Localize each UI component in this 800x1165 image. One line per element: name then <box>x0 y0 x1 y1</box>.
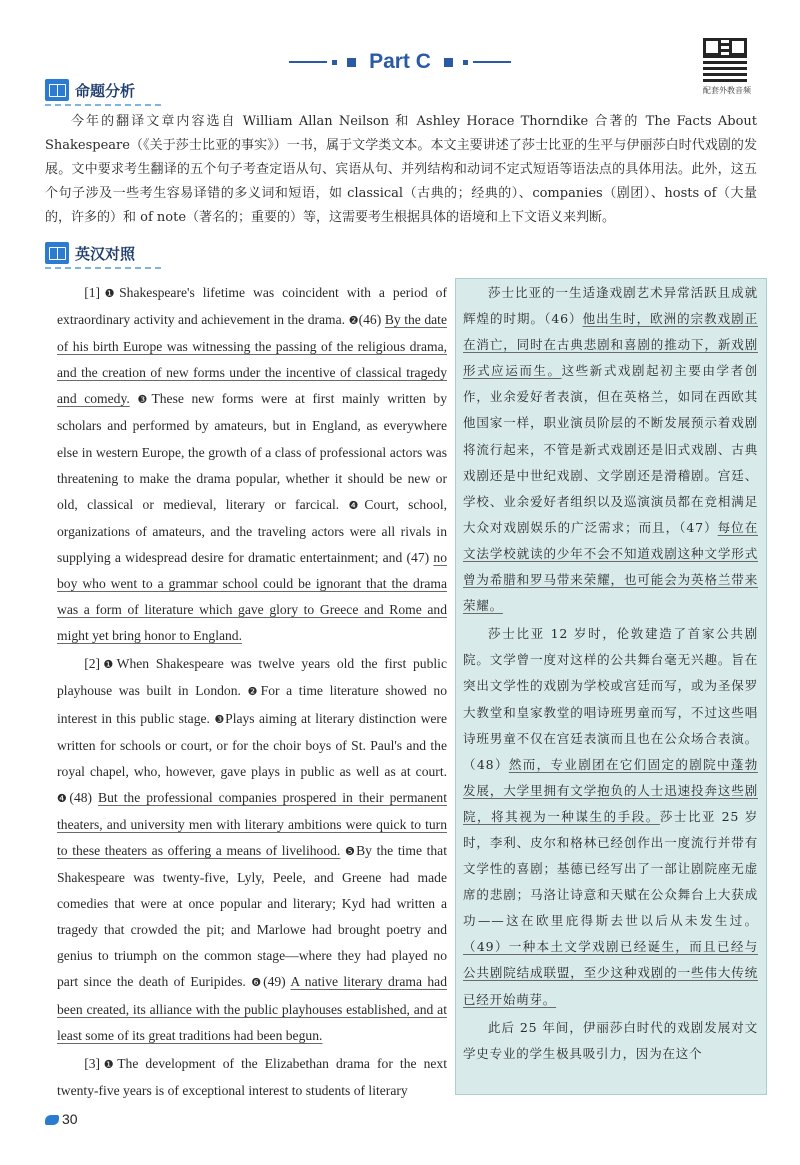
translation-sentence-49: A native literary drama had been created, its alliance with the public playhouses established, and at least some of its great traditions had been begun. <box>57 974 447 1043</box>
title-left-square-small <box>332 60 337 65</box>
sentence: These new forms were at first mainly written by scholars and performed by amateurs, but in England, as everywhere else in western Europe, the growth of a class of professional actors was threatening to make the drama popular, whether it should be new or old, classical or medieval, literary or farcical. <box>57 391 447 512</box>
title-right-square-small <box>463 60 468 65</box>
paragraph-number: [3] <box>84 1055 101 1071</box>
book-icon <box>45 242 69 264</box>
question-tag: (46) <box>358 312 382 328</box>
sentence: The development of the Elizabethan drama for the next twenty-five years is of exceptional interest to students of literary <box>57 1055 447 1098</box>
page-number-text: 30 <box>62 1111 78 1127</box>
qr-code-icon[interactable] <box>703 38 747 82</box>
chinese-translation-47: 每位在文法学校就读的少年不会不知道戏剧这种文学形式曾为希腊和罗马带来荣耀，也可能会为英格兰带来荣耀。 <box>463 519 758 614</box>
sentence-marker-icon: ❹ <box>348 498 365 512</box>
chinese-paragraph-3 <box>463 1015 758 1067</box>
sentence-marker-icon: ❷ <box>247 685 261 699</box>
part-title <box>0 50 800 74</box>
analysis-paragraph: 今年的翻译文章内容选自 William Allan Neilson 和 Ashley Horace Thorndike 合著的 The Facts About Shakespeare（《关于莎士比亚的事实》）一书，属于文学类文本。本文主要讲述了莎士比亚的生平与伊丽莎白时代戏剧的发展。文中要求考生翻译的五个句子考查定语从句、宾语从句、并列结构和动词不定式短语等语法点的具体用法。此外，这五个句子涉及一些考生容易译错的多义词和短语，如 classical（古典的；经典的）、companies（剧团）、hosts of（大量的，许多的）和 of note（著名的；重要的）等，这需要考生根据具体的语境和上下文语义来判断。 <box>45 114 757 225</box>
part-title-text: Part C <box>369 50 431 73</box>
title-right-square <box>444 58 453 67</box>
section-label-bilingual: 英汉对照 <box>75 245 136 263</box>
sentence-marker-icon: ❶ <box>100 658 117 672</box>
book-icon <box>45 79 69 101</box>
page-leaf-icon <box>45 1115 59 1125</box>
translation-sentence-48: But the professional companies prospered in their permanent theaters, and university men with literary ambitions were quick to turn to these theaters as offering a means of livelihood. <box>57 789 447 858</box>
section-heading-bilingual <box>45 241 161 269</box>
sentence-marker-icon: ❺ <box>344 844 357 858</box>
title-left-square <box>347 58 356 67</box>
section-label-analysis: 命题分析 <box>75 82 136 100</box>
qr-caption: 配套外教音频 <box>703 86 751 95</box>
section-heading-analysis <box>45 78 161 106</box>
sentence-marker-icon: ❸ <box>137 393 152 407</box>
sentence: Shakespeare's lifetime was coincident with a period of extraordinary activity and achievement in the drama. <box>57 285 447 328</box>
sentence-marker-icon: ❷ <box>348 314 359 328</box>
sentence: For a time literature showed no interest in this public stage. <box>57 683 447 726</box>
chinese-sentence: 此后 25 年间，伊丽莎白时代的戏剧发展对文学史专业的学生极具吸引力，因为在这个 <box>463 1019 758 1061</box>
sentence: Plays aiming at literary distinction were written for schools or court, or for the choir boys of St. Paul's and the royal chapel, who, however, gave plays in public as well as at court. <box>57 710 447 779</box>
sentence: By the time that Shakespeare was twenty-five, Lyly, Peele, and Greene had made comedies that were at once popular and literary; Kyd had written a tragedy that crowded the pit; and Marlowe had brought poetry and genius to triumph on the common stage—where they had played no part since the death of Euripides. <box>57 842 447 990</box>
english-text <box>57 280 447 1104</box>
title-right-rule <box>473 61 511 63</box>
sentence: Court, school, organizations of amateurs, and the traveling actors were all rivals in supplying a widespread desire for dramatic entertainment; and (47) <box>57 496 447 565</box>
chinese-sentence: 莎士比亚的一生适逢戏剧艺术异常活跃且成就辉煌的时期。（46） <box>463 285 758 327</box>
sentence-marker-icon: ❶ <box>100 287 120 300</box>
chinese-sentence: 莎士比亚 25 岁时，李利、皮尔和格林已经创作出一度流行并带有文学性的喜剧；基德已经写出了一部让剧院座无虚席的悲剧；马洛让诗意和天赋在公众舞台上大获成功——这在欧里庇得斯去世以后从未发生过。 <box>463 808 758 929</box>
sentence-marker-icon: ❸ <box>214 712 226 726</box>
chinese-text <box>463 280 758 1067</box>
chinese-translation-48: 然而，专业剧团在它们固定的剧院中蓬勃发展，大学里拥有文学抱负的人士迅速投奔这些剧院，将其视为一种谋生的手段。 <box>463 756 759 824</box>
chinese-translation-49: （49）一种本土文学戏剧已经诞生，而且已经与公共剧院结成联盟，至少这种戏剧的一些伟大传统已经开始萌芽。 <box>463 939 758 1007</box>
sentence-marker-icon: ❶ <box>100 1057 118 1071</box>
english-paragraph-3 <box>57 1051 447 1104</box>
english-paragraph-2 <box>57 651 447 1048</box>
chinese-paragraph-2 <box>463 621 758 1012</box>
question-tag: (48) <box>69 789 93 805</box>
english-paragraph-1 <box>57 280 447 649</box>
question-tag: (49) <box>263 974 286 990</box>
chinese-translation-46: 他出生时，欧洲的宗教戏剧正在消亡，同时在古典悲剧和喜剧的推动下，新戏剧形式应运而生。 <box>463 311 758 379</box>
chinese-sentence: 莎士比亚 12 岁时，伦敦建造了首家公共剧院。文学曾一度对这样的公共舞台毫无兴趣。旨在突出文学性的戏剧为学校或宫廷而写，或为圣保罗大教堂和皇家教堂的唱诗班男童而写，不过这些唱诗班男童不仅在宫廷表演而且也在公众场合表演。（48） <box>463 626 758 772</box>
sentence: When Shakespeare was twelve years old the first public playhouse was built in London. <box>57 656 447 699</box>
page-number <box>45 1111 78 1127</box>
chinese-paragraph-1 <box>463 280 758 619</box>
title-left-rule <box>289 61 327 63</box>
translation-sentence-47: no boy who went to a grammar school could be ignorant that the drama was a form of literature which gave glory to Greece and Rome and might yet bring honor to England. <box>57 549 447 644</box>
sentence-marker-icon: ❹ <box>57 791 70 805</box>
paragraph-number: [1] <box>84 285 101 300</box>
sentence-marker-icon: ❻ <box>251 976 264 990</box>
paragraph-number: [2] <box>84 656 101 672</box>
translation-sentence-46: By the date of his birth Europe was witnessing the passing of the religious drama, and the creation of new forms under the incentive of classical tragedy and comedy. <box>57 312 447 407</box>
chinese-sentence: 这些新式戏剧起初主要由学者创作，业余爱好者表演，但在英格兰，如同在西欧其他国家一样，职业演员阶层的不断发展预示着戏剧将流行起来，不管是新式戏剧还是旧式戏剧、古典戏剧还是中世纪戏剧、文学剧还是滑稽剧。宫廷、学校、业余爱好者组织以及巡演演员都在竞相满足大众对戏剧娱乐的广泛需求；而且，（47） <box>463 363 758 535</box>
